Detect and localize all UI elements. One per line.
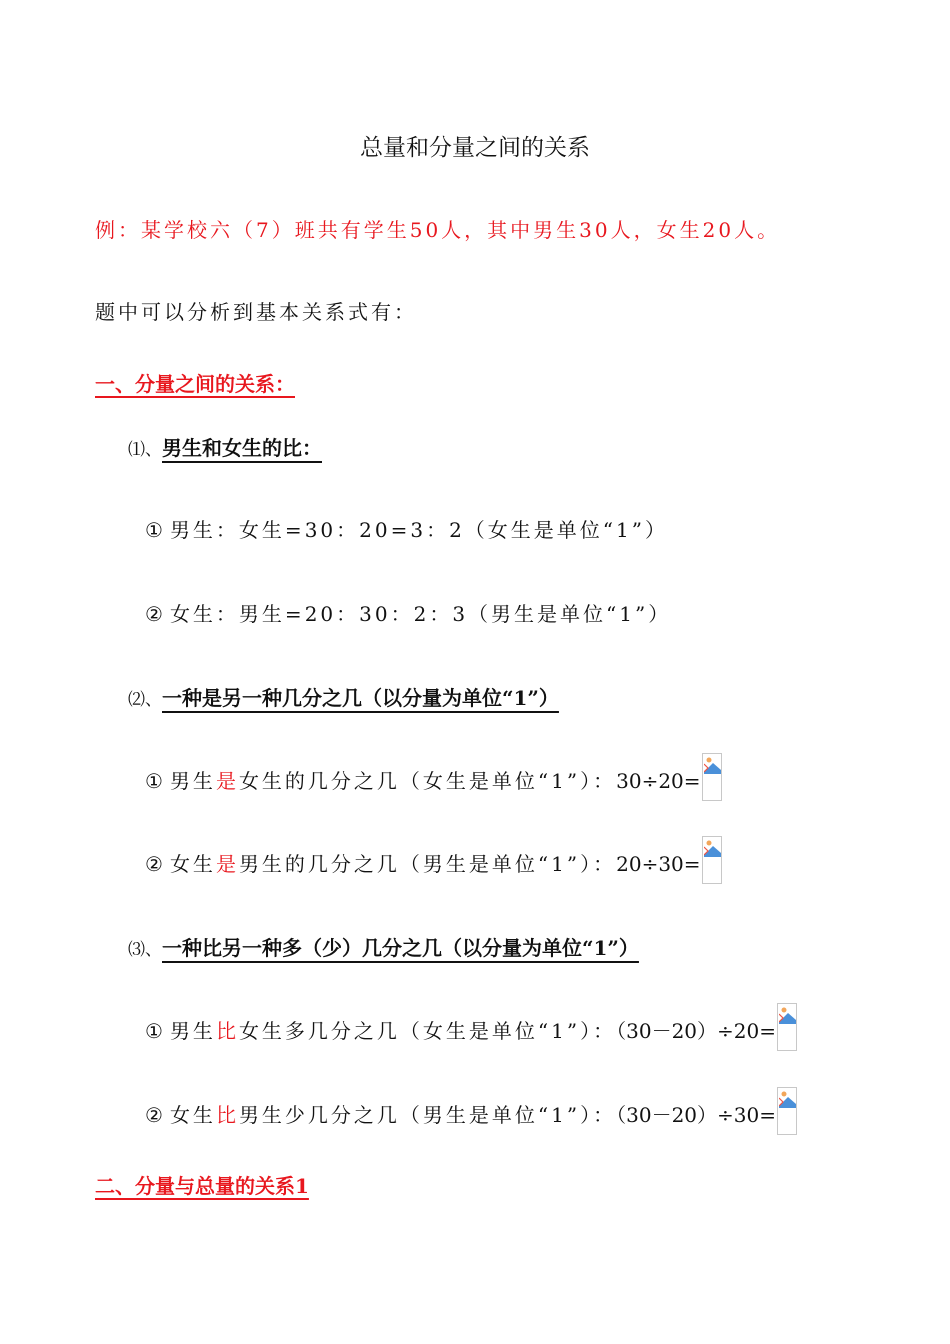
sub3-title: 一种比另一种多（少）几分之几（以分量为单位“1”）: [162, 936, 639, 960]
example-text: 例：某学校六（7）班共有学生50人，其中男生30人，女生20人。: [95, 218, 781, 242]
section1-heading: 一、分量之间的关系：: [95, 372, 295, 396]
broken-image-icon: [777, 1003, 797, 1051]
intro-text: 题中可以分析到基本关系式有：: [95, 300, 417, 324]
section2-heading: 二、分量与总量的关系1: [95, 1174, 309, 1198]
sub2-item-2: ② 女生是男生的几分之几（男生是单位“1”）：20÷30=: [145, 850, 722, 898]
sub1-title: 男生和女生的比：: [162, 436, 322, 460]
sub2-number: ⑵、: [128, 690, 162, 710]
sub1-number: ⑴、: [128, 440, 162, 460]
broken-image-icon: [702, 753, 722, 801]
sub1-item-1: ① 男生：女生=30：20=3：2（女生是单位“1”）: [145, 518, 668, 542]
sub1-item-2: ② 女生：男生=20：30：2：3（男生是单位“1”）: [145, 602, 672, 626]
sub2-title: 一种是另一种几分之几（以分量为单位“1”）: [162, 686, 559, 710]
broken-image-icon: [702, 836, 722, 884]
sub2-heading: [128, 684, 571, 714]
sub1-heading: [128, 434, 336, 464]
sub3-heading: [128, 934, 651, 964]
sub3-item-2: ② 女生比男生少几分之几（男生是单位“1”）：（30－20）÷30=: [145, 1101, 797, 1149]
sub2-item-1: ① 男生是女生的几分之几（女生是单位“1”）：30÷20=: [145, 767, 722, 815]
sub3-item-1: ① 男生比女生多几分之几（女生是单位“1”）：（30－20）÷20=: [145, 1017, 797, 1065]
page-title: 总量和分量之间的关系: [360, 135, 590, 161]
broken-image-icon: [777, 1087, 797, 1135]
sub3-number: ⑶、: [128, 940, 162, 960]
